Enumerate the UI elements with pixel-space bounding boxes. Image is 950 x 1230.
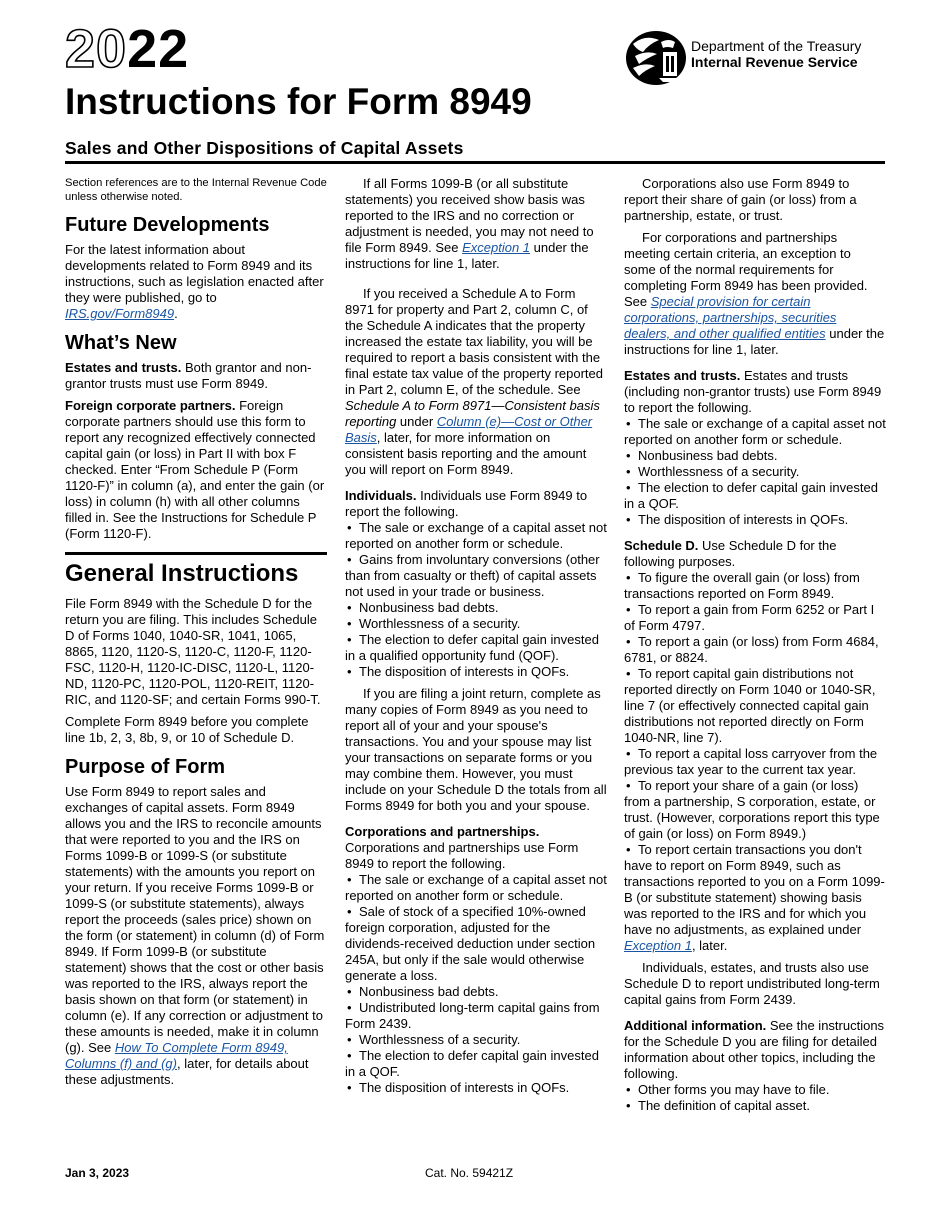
irs-form8949-link[interactable]: IRS.gov/Form8949 bbox=[65, 306, 175, 321]
corporations-share-paragraph: Corporations also use Form 8949 to report their share of gain (or loss) from a partnership, estate, or trust. bbox=[624, 176, 857, 223]
document-subtitle: Sales and Other Dispositions of Capital Assets bbox=[65, 138, 464, 158]
list-item: • To figure the overall gain (or loss) from transactions reported on Form 8949. bbox=[624, 570, 886, 602]
list-item: • The definition of capital asset. bbox=[624, 1098, 886, 1114]
list-item: • Undistributed long-term capital gains from Form 2439. bbox=[345, 1000, 607, 1032]
column-2 bbox=[345, 176, 607, 1096]
agency-name bbox=[691, 38, 861, 70]
special-provision-link[interactable]: Special provision for certain corporations, partnerships, securities dealers, and other qualified entities bbox=[624, 294, 837, 341]
section-references-note: Section references are to the Internal Revenue Code unless otherwise noted. bbox=[65, 177, 327, 203]
list-item: • Sale of stock of a specified 10%-owned foreign corporation, adjusted for the dividends-received deduction under section 245A, but only if the sale would otherwise generate a loss. bbox=[345, 904, 607, 984]
list-item: • The election to defer capital gain invested in a qualified opportunity fund (QOF). bbox=[345, 632, 607, 664]
general-instructions-heading: General Instructions bbox=[65, 552, 327, 587]
general-instructions-p1: File Form 8949 with the Schedule D for the return you are filing. This includes Schedule D of Forms 1040, 1040-SR, 1041, 1065, 8865, 1120, 1120-S, 1120-C, 1120-F, 1120-FSC, 1120-H, 1120-IC-DISC, 1120-L, 1120-ND, 1120-PC, 1120-POL, 1120-REIT, 1120-RIC, and 1120-SF; and certain Forms 990-T. bbox=[65, 596, 321, 707]
list-item: • Nonbusiness bad debts. bbox=[345, 984, 607, 1000]
additional-info-list bbox=[624, 1082, 886, 1114]
joint-return-paragraph: If you are filing a joint return, complete as many copies of Form 8949 as you need to report all of your and your spouse's transactions. You and your spouse may list your transactions on separate forms or you may combine them. However, you must include on your Schedule D the totals from all Forms 8949 for both you and your spouse. bbox=[345, 686, 607, 813]
list-item: • The sale or exchange of a capital asset not reported on another form or schedule. bbox=[345, 520, 607, 552]
list-item: • To report capital gain distributions not reported directly on Form 1040 or 1040-SR, line 7 (or effectively connected capital gain distributions not reported directly on Form 1040-NR, line 7). bbox=[624, 666, 886, 746]
individuals-list bbox=[345, 520, 607, 680]
column-e-link[interactable]: Column (e)—Cost or Other Basis bbox=[345, 414, 593, 445]
general-instructions-p2: Complete Form 8949 before you complete line 1b, 2, 3, 8b, 9, or 10 of Schedule D. bbox=[65, 714, 309, 745]
estates-trusts-new: Estates and trusts. Both grantor and non-grantor trusts must use Form 8949. bbox=[65, 360, 312, 391]
estates-trusts-list bbox=[624, 416, 886, 528]
corporations-intro: Corporations and partnerships. Corporations and partnerships use Form 8949 to report the following. bbox=[345, 824, 579, 871]
list-item: • The disposition of interests in QOFs. bbox=[345, 1080, 607, 1096]
individuals-schedule-d-paragraph: Individuals, estates, and trusts also use Schedule D to report undistributed long-term capital gains from Form 2439. bbox=[624, 960, 880, 1007]
department-label: Department of the Treasury bbox=[691, 38, 862, 54]
future-developments-text: For the latest information about developments related to Form 8949 and its instructions, such as legislation enacted after they were published, go to IRS.gov/Form8949. bbox=[65, 242, 324, 321]
list-item: • Worthlessness of a security. bbox=[345, 1032, 607, 1048]
schedule-a-paragraph: If you received a Schedule A to Form 8971 for property and Part 2, column C, of the Schedule A indicates that the property increased the estate tax liability, you will be required to report a basis consistent with the final estate tax value of the property reported in Part 2, column E, of the schedule. See Schedule A to Form 8971—Consistent basis reporting under Column (e)—Cost or Other Basis, later, for more information on consistent basis reporting and the amount you will report on Form 8949. bbox=[345, 286, 603, 477]
individuals-intro: Individuals. Individuals use Form 8949 to report the following. bbox=[345, 488, 588, 519]
irs-eagle-logo-icon bbox=[625, 30, 687, 86]
header-rule bbox=[65, 161, 885, 164]
list-item: • The disposition of interests in QOFs. bbox=[624, 512, 886, 528]
list-item: • Nonbusiness bad debts. bbox=[624, 448, 886, 464]
revision-date: Jan 3, 2023 bbox=[65, 1166, 130, 1180]
list-item: • To report certain transactions you don't have to report on Form 8949, such as transactions reported to you on a Form 1099-B (or substitute statement) showing basis was reported to the IRS and for which you have no adjustments, as explained under Exception 1, later. bbox=[624, 842, 886, 954]
corporations-list bbox=[345, 872, 607, 1096]
list-item: • To report a capital loss carryover from the previous tax year to the current tax year. bbox=[624, 746, 886, 778]
estates-trusts-intro: Estates and trusts. Estates and trusts (including non-grantor trusts) use Form 8949 to report the following. bbox=[624, 368, 882, 415]
special-provision-paragraph: For corporations and partnerships meeting certain criteria, an exception to some of the normal requirements for completing Form 8949 has been provided. See Special provision for certain corporations, partnerships, securities dealers, and other qualified entities under the instructions for line 1, later. bbox=[624, 230, 885, 357]
list-item: • The sale or exchange of a capital asset not reported on another form or schedule. bbox=[624, 416, 886, 448]
whats-new-heading: What’s New bbox=[65, 332, 177, 354]
list-item: • The sale or exchange of a capital asset not reported on another form or schedule. bbox=[345, 872, 607, 904]
list-item: • Other forms you may have to file. bbox=[624, 1082, 886, 1098]
document-title: Instructions for Form 8949 bbox=[65, 81, 532, 122]
schedule-d-list bbox=[624, 570, 886, 954]
list-item: • Nonbusiness bad debts. bbox=[345, 600, 607, 616]
list-item: • The election to defer capital gain invested in a QOF. bbox=[345, 1048, 607, 1080]
additional-info-intro: Additional information. See the instructions for the Schedule D you are filing for detailed information about other topics, including the following. bbox=[624, 1018, 885, 1081]
list-item: • The disposition of interests in QOFs. bbox=[345, 664, 607, 680]
purpose-heading: Purpose of Form bbox=[65, 756, 226, 778]
schedule-d-intro: Schedule D. Use Schedule D for the following purposes. bbox=[624, 538, 837, 569]
agency-label: Internal Revenue Service bbox=[691, 54, 858, 71]
list-item: • To report a gain from Form 6252 or Part I of Form 4797. bbox=[624, 602, 886, 634]
column-1 bbox=[65, 176, 327, 1094]
column-3 bbox=[624, 176, 886, 1114]
list-item: • Worthlessness of a security. bbox=[624, 464, 886, 480]
list-item: • Gains from involuntary conversions (other than from casualty or theft) of capital assets not used in your trade or business. bbox=[345, 552, 607, 600]
list-item: • To report your share of a gain (or loss) from a partnership, S corporation, estate, or trust. (However, corporations report this type of gain (or loss) on Form 8949.) bbox=[624, 778, 886, 842]
exception-1-link[interactable]: Exception 1 bbox=[462, 240, 531, 255]
catalog-number: Cat. No. 59421Z bbox=[425, 1166, 514, 1180]
list-item: • To report a gain (or loss) from Form 4684, 6781, or 8824. bbox=[624, 634, 886, 666]
future-developments-heading: Future Developments bbox=[65, 214, 270, 236]
list-item: • The election to defer capital gain invested in a QOF. bbox=[624, 480, 886, 512]
exception-1-link-2[interactable]: Exception 1 bbox=[624, 938, 692, 953]
forms-1099b-paragraph: If all Forms 1099-B (or all substitute statements) you received show basis was reported to the IRS and no correction or adjustment is needed, you may not need to file Form 8949. See Exception 1 under the instructions for line 1, later. bbox=[345, 176, 594, 271]
how-to-complete-link[interactable]: How To Complete Form 8949, Columns (f) and (g) bbox=[65, 1040, 288, 1071]
list-item: • Worthlessness of a security. bbox=[345, 616, 607, 632]
purpose-text: Use Form 8949 to report sales and exchanges of capital assets. Form 8949 allows you and the IRS to reconcile amounts that were reported to you and the IRS on Forms 1099-B or 1099-S (or substitute statements) with the amounts you report on your return. If you receive Forms 1099-B or 1099-S (or substitute statements), always report the proceeds (sales price) shown on the form (or statement) in column (d) of Form 8949. If Form 1099-B (or substitute statement) shows that the cost or other basis was reported to the IRS, always report the basis shown on that form (or statement) in column (e). If any correction or adjustment to these amounts is needed, make it in column (g). See How To Complete Form 8949, Columns (f) and (g), later, for details about these adjustments. bbox=[65, 784, 325, 1087]
tax-year: 2022 bbox=[65, 19, 190, 79]
foreign-partners-new: Foreign corporate partners. Foreign corporate partners should use this form to report any recognized effectively connected capital gain (or loss) in Part II with box F checked. Enter “From Schedule P (Form 1120-F)” in column (a), and enter the gain (or loss) in column (h) with all other columns filled in. See the Instructions for Schedule P (Form 1120-F). bbox=[65, 398, 325, 541]
